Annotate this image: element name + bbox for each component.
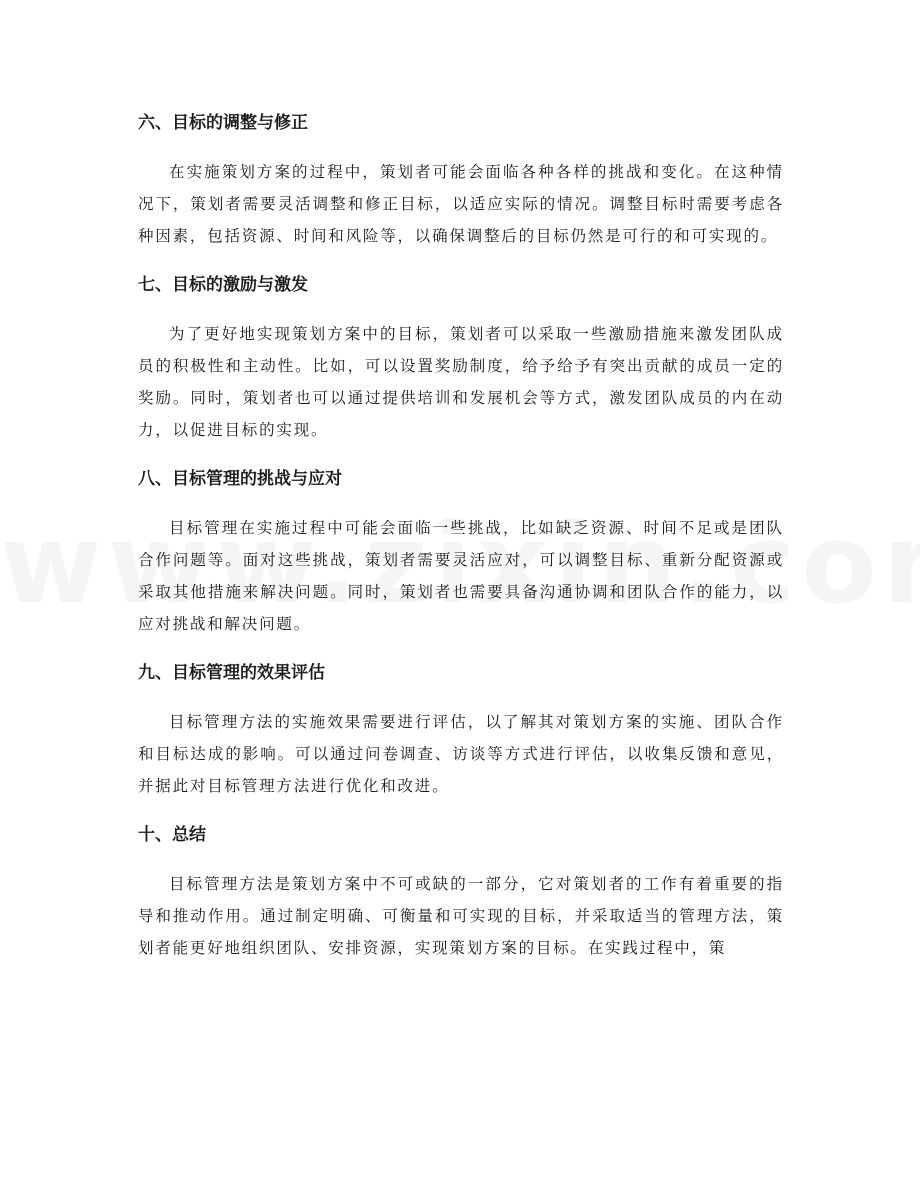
section-7: [138, 270, 784, 446]
section-paragraph: 为了更好地实现策划方案中的目标，策划者可以采取一些激励措施来激发团队成员的积极性和主动性。比如，可以设置奖励制度，给予给予有突出贡献的成员一定的奖励。同时，策划者也可以通过提供培训和发展机会等方式，激发团队成员的内在动力，以促进目标的实现。: [138, 325, 784, 439]
section-9: [138, 658, 784, 802]
section-10: [138, 820, 784, 964]
section-paragraph: 目标管理方法是策划方案中不可或缺的一部分，它对策划者的工作有着重要的指导和推动作用。通过制定明确、可衡量和可实现的目标，并采取适当的管理方法，策划者能更好地组织团队、安排资源，实现策划方案的目标。在实践过程中，策: [138, 875, 784, 957]
section-heading: 六、目标的调整与修正: [138, 113, 308, 133]
document-body: [138, 108, 784, 982]
section-heading: 十、总结: [138, 825, 206, 845]
section-paragraph: 目标管理方法的实施效果需要进行评估，以了解其对策划方案的实施、团队合作和目标达成的影响。可以通过问卷调查、访谈等方式进行评估，以收集反馈和意见，并据此对目标管理方法进行优化和改进。: [138, 713, 784, 795]
section-paragraph: 在实施策划方案的过程中，策划者可能会面临各种各样的挑战和变化。在这种情况下，策划者需要灵活调整和修正目标，以适应实际的情况。调整目标时需要考虑各种因素，包括资源、时间和风险等，以确保调整后的目标仍然是可行的和可实现的。: [138, 163, 784, 245]
section-heading: 七、目标的激励与激发: [138, 275, 308, 295]
section-6: [138, 108, 784, 252]
section-paragraph: 目标管理在实施过程中可能会面临一些挑战，比如缺乏资源、时间不足或是团队合作问题等。面对这些挑战，策划者需要灵活应对，可以调整目标、重新分配资源或采取其他措施来解决问题。同时，策划者也需要具备沟通协调和团队合作的能力，以应对挑战和解决问题。: [138, 519, 784, 633]
section-heading: 八、目标管理的挑战与应对: [138, 469, 342, 489]
section-8: [138, 464, 784, 640]
section-heading: 九、目标管理的效果评估: [138, 663, 325, 683]
